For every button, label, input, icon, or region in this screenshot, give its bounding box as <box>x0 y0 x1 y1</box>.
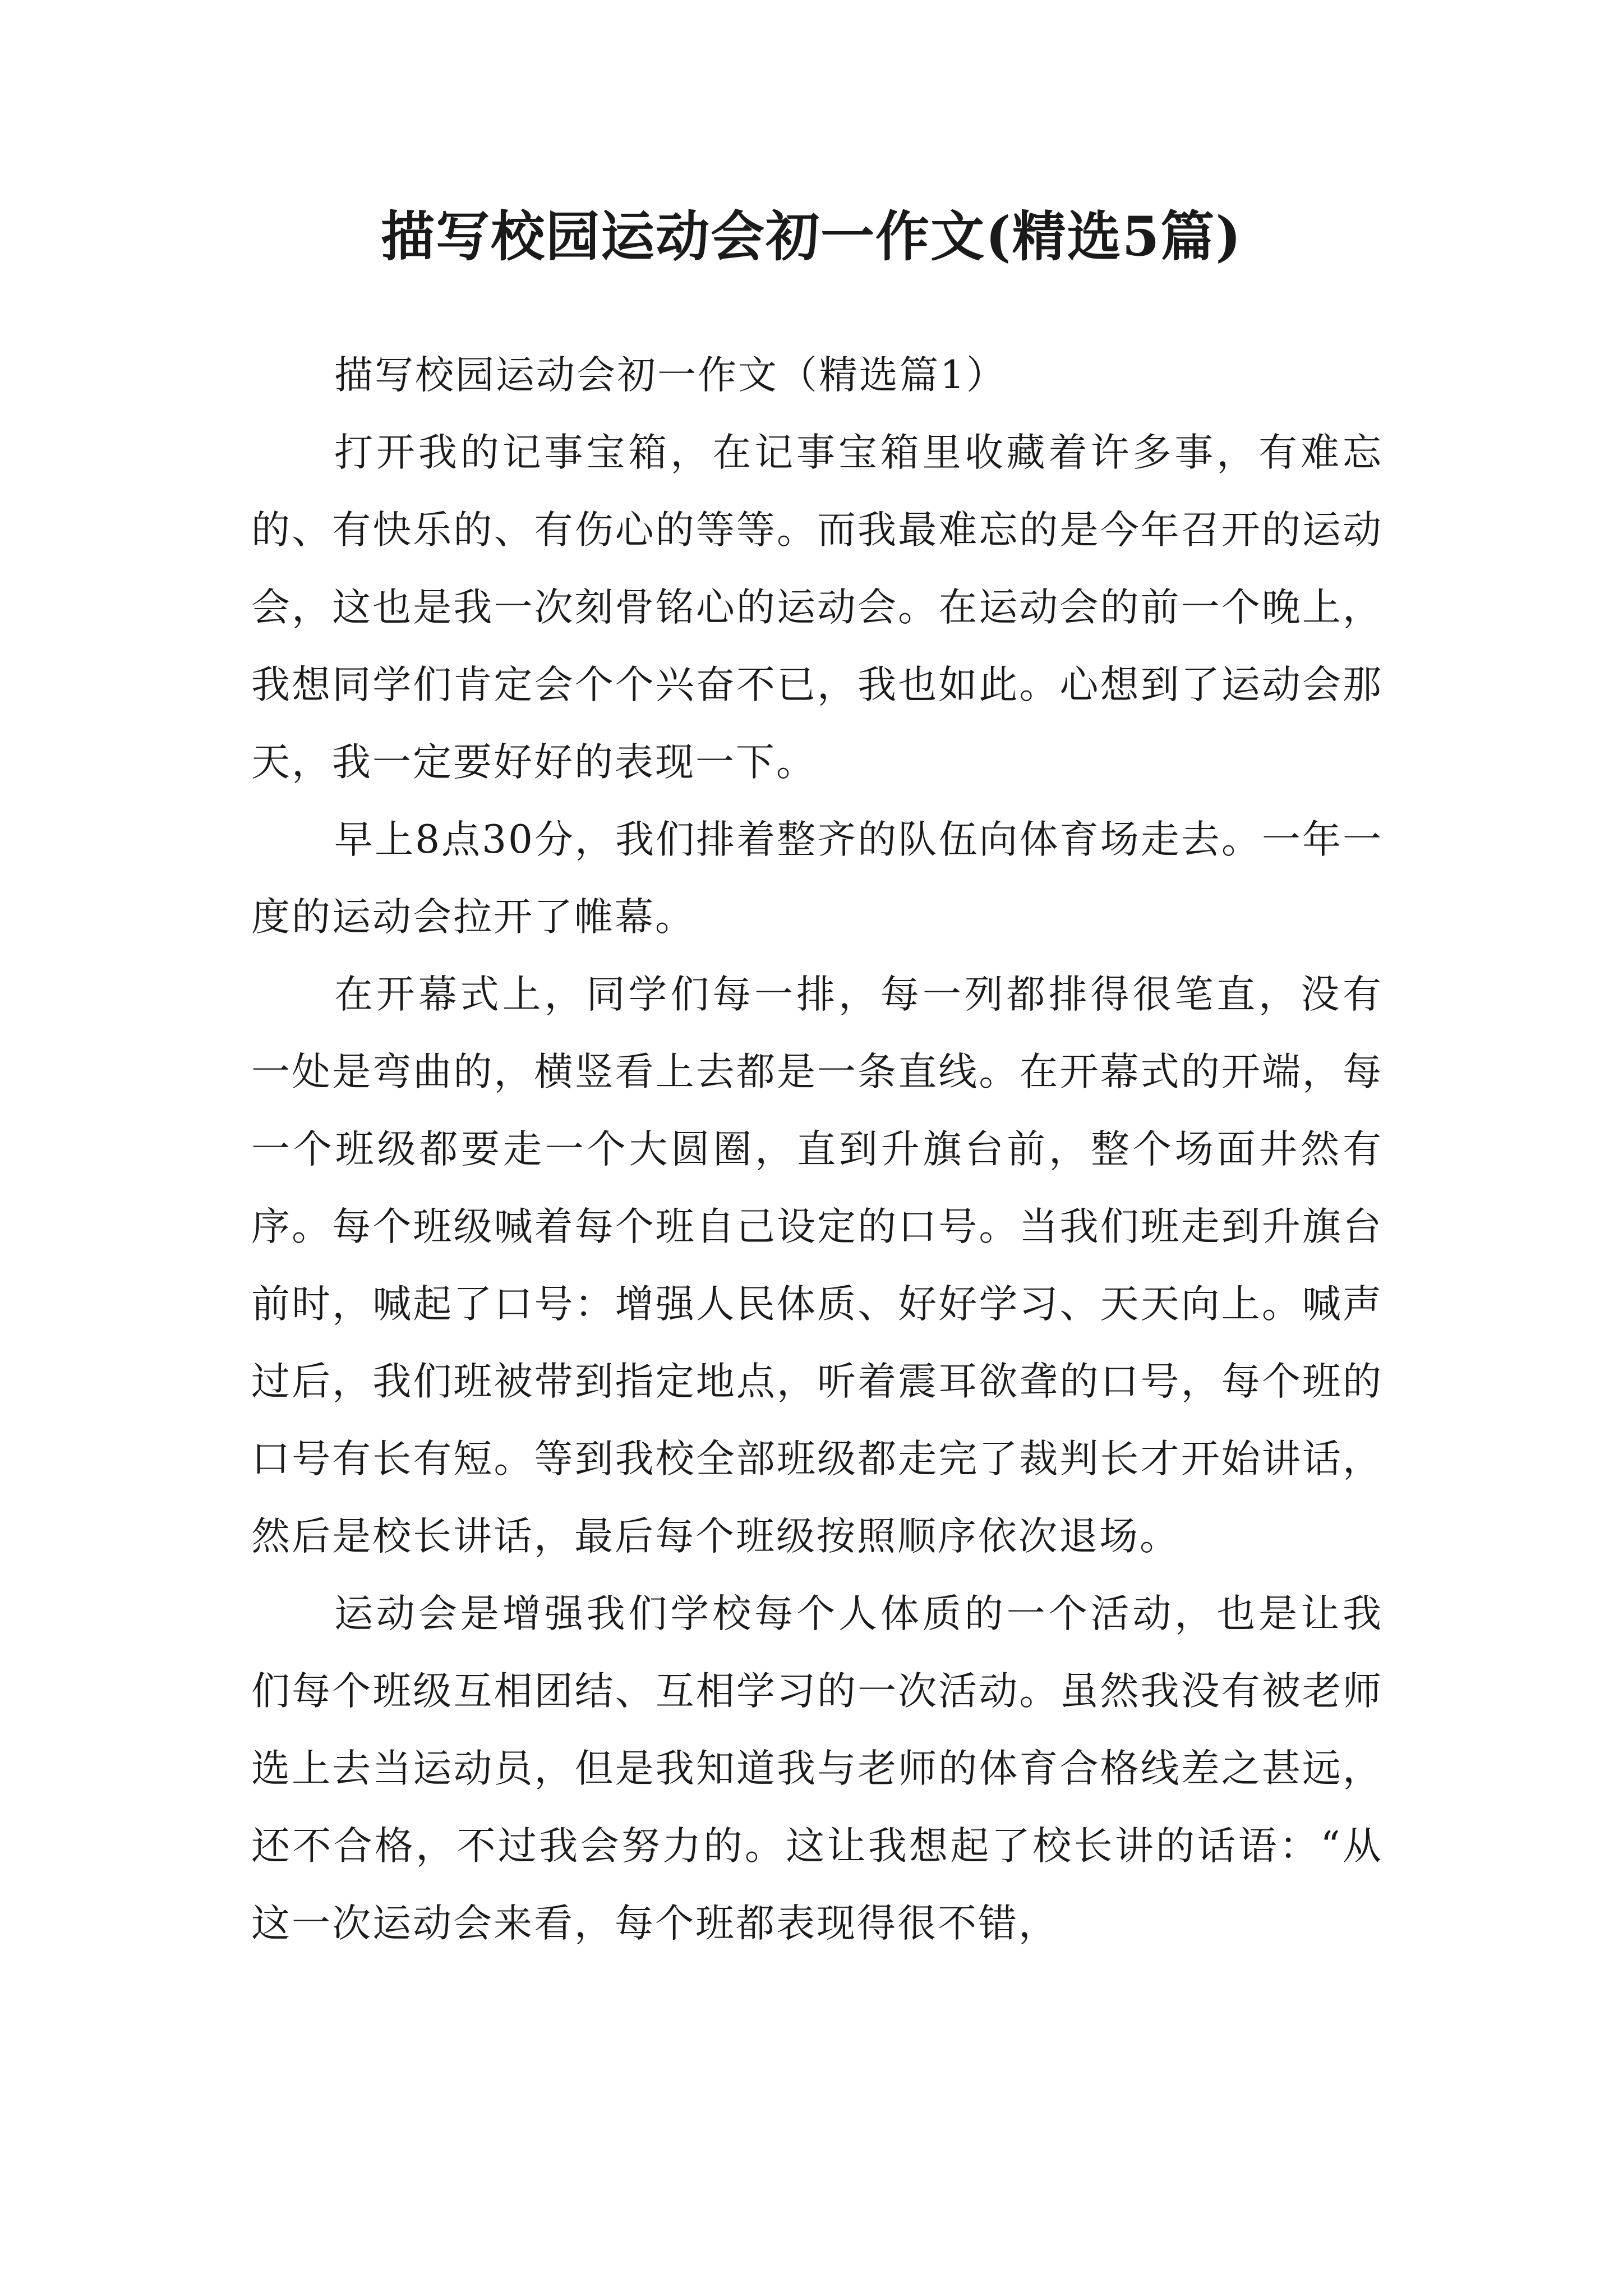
paragraph-4: 运动会是增强我们学校每个人体质的一个活动，也是让我们每个班级互相团结、互相学习的一次活动。虽然我没有被老师选上去当运动员，但是我知道我与老师的体育合格线差之甚远，还不合格，不过我会努力的。这让我想起了校长讲的话语：“从这一次运动会来看，每个班都表现得很不错， <box>251 1591 1383 1946</box>
paragraph-1: 打开我的记事宝箱，在记事宝箱里收藏着许多事，有难忘的、有快乐的、有伤心的等等。而我最难忘的是今年召开的运动会，这也是我一次刻骨铭心的运动会。在运动会的前一个晚上，我想同学们肯定会个个兴奋不已，我也如此。心想到了运动会那天，我一定要好好的表现一下。 <box>251 430 1383 785</box>
document-title: 描写校园运动会初一作文(精选5篇) <box>381 205 1242 268</box>
paragraph-3: 在开幕式上，同学们每一排，每一列都排得很笔直，没有一处是弯曲的，横竖看上去都是一条直线。在开幕式的开端，每一个班级都要走一个大圆圈，直到升旗台前，整个场面井然有序。每个班级喊着每个班自己设定的口号。当我们班走到升旗台前时，喊起了口号：增强人民体质、好好学习、天天向上。喊声过后，我们班被带到指定地点，听着震耳欲聋的口号，每个班的口号有长有短。等到我校全部班级都走完了裁判长才开始讲话，然后是校长讲话，最后每个班级按照顺序依次退场。 <box>251 972 1383 1559</box>
document-body <box>251 337 1383 1962</box>
paragraph-2: 早上8点30分，我们排着整齐的队伍向体育场走去。一年一度的运动会拉开了帷幕。 <box>251 817 1383 940</box>
section-heading: 描写校园运动会初一作文（精选篇1） <box>334 353 1007 398</box>
